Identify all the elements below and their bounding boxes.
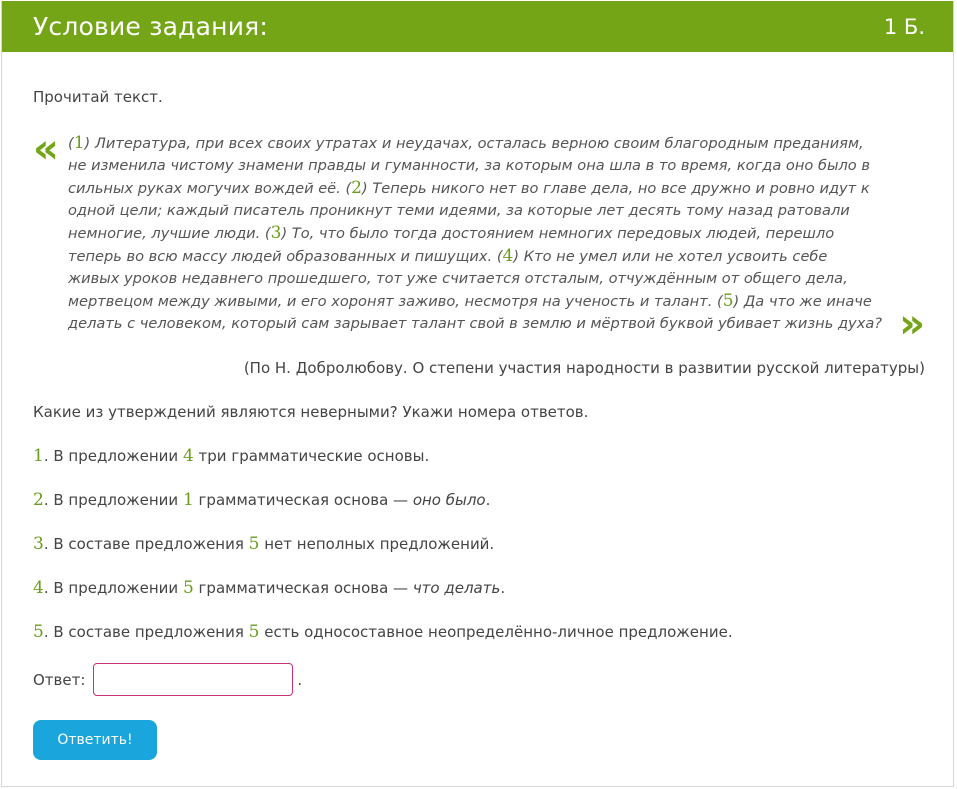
task-title: Условие задания: [33,12,269,41]
sentence-text: Кто не умел или не хотел усвоить себе живых уроков недавнего прошедшего, тот уже считается отсталым, отчуждённым от общего дела, мертвецом между живыми, и его хоронят заживо, несмотря на ученость и талант. [68,248,848,310]
option-ref-number: 5 [248,534,260,554]
quote-block [33,126,925,347]
sentence-number: 4 [502,246,514,266]
quote-text: (1) Литература, при всех своих утратах и неудачах, осталась верною своим благородным преданиям, не изменила чистому знамени правды и гуманности, за которым она шла в то время, когда оно было в сильных руках могучих вождей её. (2) Теперь никого нет во главе дела, но все дружно и ровно идут к одной цели; каждый писатель проникнут теми идеями, за которые лет десять тому назад ратовали немногие, лучшие люди. (3) То, что было тогда достоянием немногих передовых людей, перешло теперь во всю массу людей образованных и пишущих. (4) Кто не умел или не хотел усвоить себе живых уроков недавнего прошедшего, тот уже считается отсталым, отчуждённым от общего дела, мертвецом между живыми, и его хоронят заживо, несмотря на ученость и талант. (5) Да что же иначе делать с человеком, который сам зарывает талант свой в землю и мёртвой буквой убивает жизнь духа? [68,133,883,332]
option-item: 3. В составе предложения 5 нет неполных предложений. [33,534,495,554]
option-number: 3 [33,534,44,554]
sentence-number: 3 [270,223,282,243]
option-ref-number: 5 [182,578,194,598]
answer-row [33,663,925,696]
option-ref-number: 4 [182,446,194,466]
option-ref-number: 5 [248,622,260,642]
option-item: 5. В составе предложения 5 есть односоставное неопределённо-личное предложение. [33,622,733,642]
option-number: 2 [33,490,44,510]
option-pre: В предложении [48,447,183,465]
task-content [2,52,953,760]
option-number: 5 [33,622,44,642]
question-text: Какие из утверждений являются неверными? Укажи номера ответов. [33,403,589,421]
option-end: . [500,579,506,597]
option-italic: что делать [412,579,501,597]
option-number: 4 [33,578,44,598]
intro-text: Прочитай текст. [33,88,163,106]
sentence-number: 2 [351,178,362,198]
answer-input[interactable] [93,663,293,696]
task-header [2,1,953,52]
source-citation: (По Н. Добролюбову. О степени участия народности в развитии русской литературы) [243,359,925,377]
close-quote-mark: » [899,301,925,347]
sentence-number: 5 [722,291,734,311]
sentence-text: Теперь никого нет во главе дела, но все дружно и ровно идут к одной цели; каждый писатель проникнут теми идеями, за которые лет десять тому назад ратовали немногие, лучшие люди. [68,180,870,242]
option-end: . [485,491,491,509]
sentence-text: Да что же иначе делать с человеком, который сам зарывает талант свой в землю и мёртвой буквой убивает жизнь духа? [68,293,883,332]
option-post: есть односоставное неопределённо-личное предложение. [259,623,733,641]
option-item: 1. В предложении 4 три грамматические основы. [33,446,430,466]
option-post: грамматическая основа — [193,579,413,597]
option-pre: В предложении [48,491,183,509]
sentence-number: 1 [73,133,85,153]
task-panel [1,1,954,787]
option-item: 2. В предложении 1 грамматическая основа — оно было. [33,490,491,510]
option-ref-number: 1 [182,490,194,510]
answer-label: Ответ: [33,670,86,689]
option-post: нет неполных предложений. [259,535,495,553]
submit-button[interactable]: Ответить! [33,720,157,760]
option-pre: В предложении [48,579,183,597]
open-quote-mark: « [33,126,59,172]
sentence-text: То, что было тогда достоянием немногих передовых людей, перешло теперь во всю массу людей образованных и пишущих. [68,225,835,265]
task-points: 1 Б. [883,14,925,39]
sentence-text: Литература, при всех своих утратах и неудачах, осталась верною своим благородным преданиям, не изменила чистому знамени правды и гуманности, за которым она шла в то время, когда оно было в сильных руках могучих вождей её. [68,135,870,197]
option-post: три грамматические основы. [193,447,430,465]
option-item: 4. В предложении 5 грамматическая основа — что делать. [33,578,506,598]
option-post: грамматическая основа — [193,491,413,509]
option-pre: В составе предложения [48,535,249,553]
option-italic: оно было [412,491,486,509]
answer-dot: . [297,670,303,689]
option-pre: В составе предложения [48,623,249,641]
option-number: 1 [33,446,44,466]
